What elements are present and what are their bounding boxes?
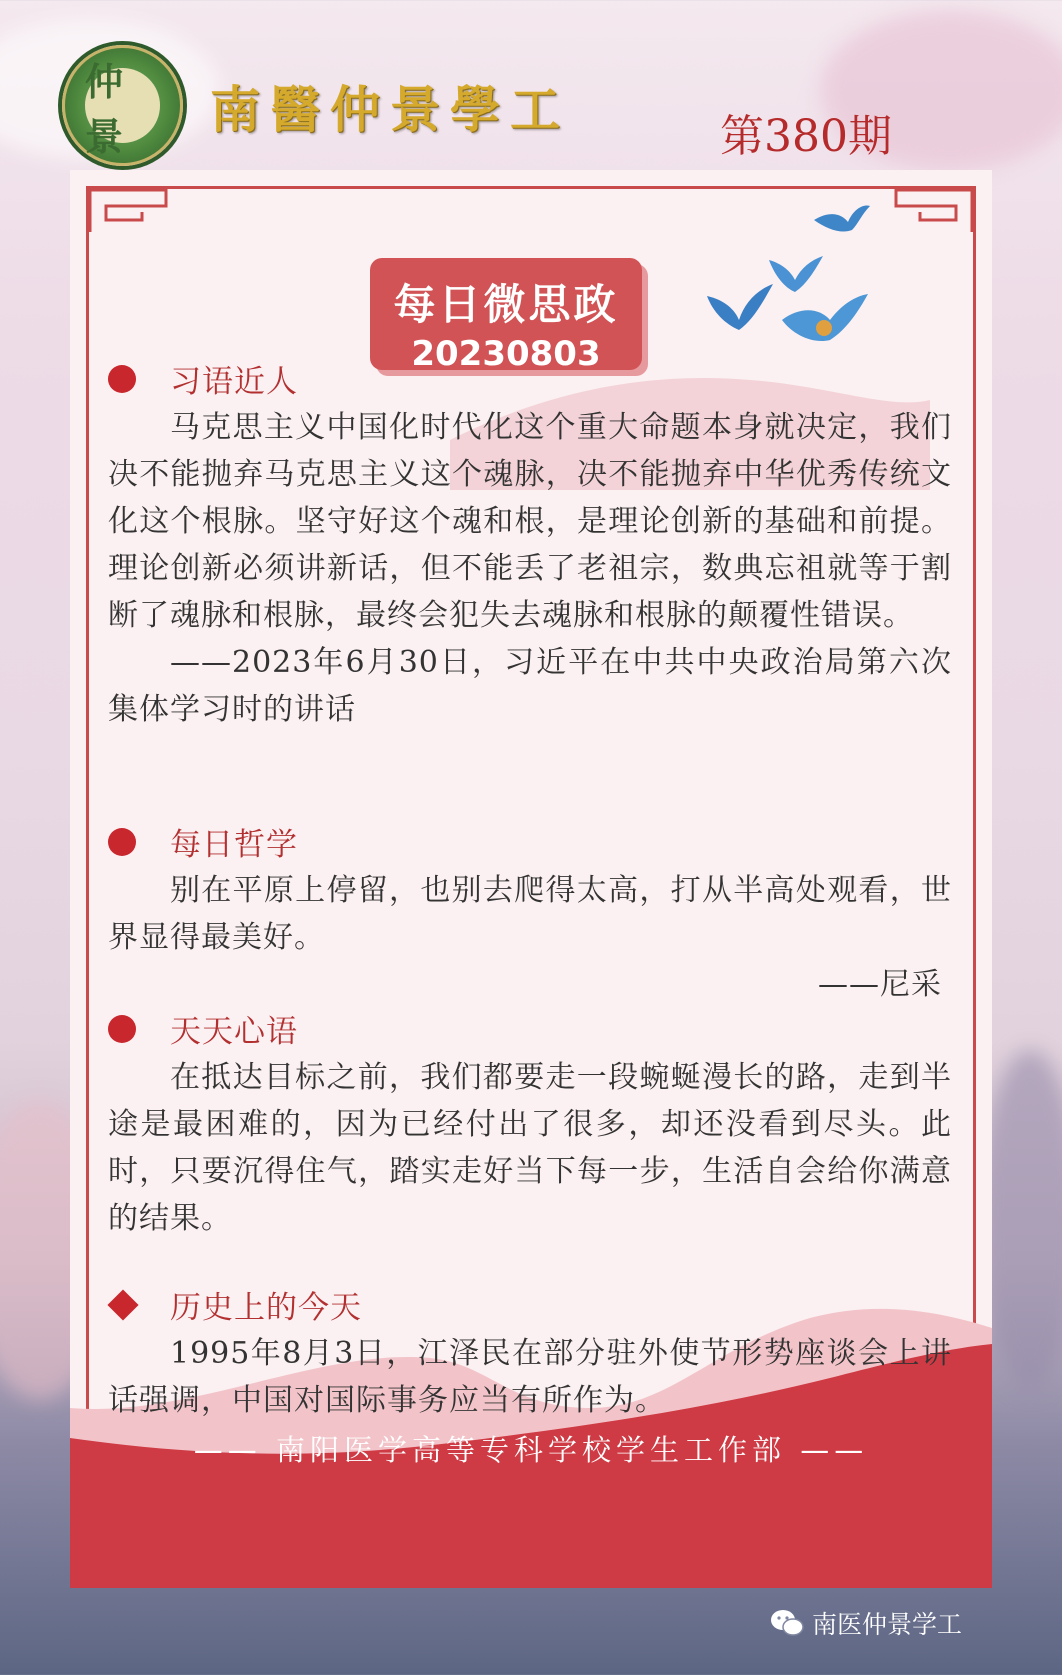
section-header — [108, 352, 952, 404]
header — [0, 0, 1062, 170]
section-paragraph: 在抵达目标之前，我们都要走一段蜿蜒漫长的路，走到半途是最困难的，因为已经付出了很多，却还没看到尽头。此时，只要沉得住气，踏实走好当下每一步，生活自会给你满意的结果。 — [108, 1060, 952, 1236]
dove-icon — [705, 280, 775, 335]
section-paragraph: 马克思主义中国化时代化这个重大命题本身就决定，我们决不能抛弃马克思主义这个魂脉，决不能抛弃中华优秀传统文化这个根脉。坚守好这个魂和根，是理论创新的基础和前提。理论创新必须讲新话，但不能丢了老祖宗，数典忘祖就等于割断了魂脉和根脉，最终会犯失去魂脉和根脉的颠覆性错误。 — [108, 410, 952, 633]
section-paragraph: 1995年8月3日，江泽民在部分驻外使节形势座谈会上讲话强调，中国对国际事务应当有所作为。 — [108, 1336, 952, 1418]
section-daily-heart-words — [108, 1002, 952, 1242]
issue-number: 第380期 — [720, 111, 892, 162]
footer-department: —— 南阳医学高等专科学校学生工作部 —— — [193, 1433, 869, 1467]
section-title: 习语近人 — [170, 364, 298, 400]
circle-bullet-icon — [108, 828, 136, 856]
circle-bullet-icon — [108, 1015, 136, 1043]
corner-ornament-left — [86, 186, 176, 236]
logo-text: 仲景 — [85, 68, 160, 143]
section-attribution: ——尼采 — [818, 967, 942, 1002]
section-title: 每日哲学 — [170, 827, 298, 863]
school-logo — [62, 45, 183, 166]
section-header — [108, 815, 952, 867]
section-xi-quotes — [108, 352, 952, 733]
dove-icon — [812, 200, 872, 240]
brand-title: 南醫仲景學工 — [210, 80, 570, 139]
section-paragraph: 别在平原上停留，也别去爬得太高，打从半高处观看，世界显得最美好。 — [108, 873, 952, 955]
section-title: 天天心语 — [170, 1014, 298, 1050]
account-watermark — [770, 1605, 962, 1641]
dove-icon — [780, 290, 870, 350]
circle-bullet-icon — [108, 365, 136, 393]
section-source: ——2023年6月30日，习近平在中共中央政治局第六次集体学习时的讲话 — [108, 645, 952, 727]
badge-title: 每日微思政 — [393, 280, 619, 329]
watermark-text: 南医仲景学工 — [812, 1610, 963, 1639]
section-header — [108, 1002, 952, 1054]
section-history-today — [108, 1278, 952, 1424]
background-cloud — [980, 1050, 1062, 1390]
section-daily-philosophy — [108, 815, 952, 1008]
section-header — [108, 1278, 952, 1330]
badge-date: 20230803 — [411, 334, 601, 374]
section-title: 历史上的今天 — [170, 1290, 362, 1326]
diamond-bullet-icon — [107, 1289, 138, 1320]
corner-ornament-right — [886, 186, 976, 236]
content-card — [70, 170, 992, 1588]
wechat-icon — [770, 1608, 804, 1638]
